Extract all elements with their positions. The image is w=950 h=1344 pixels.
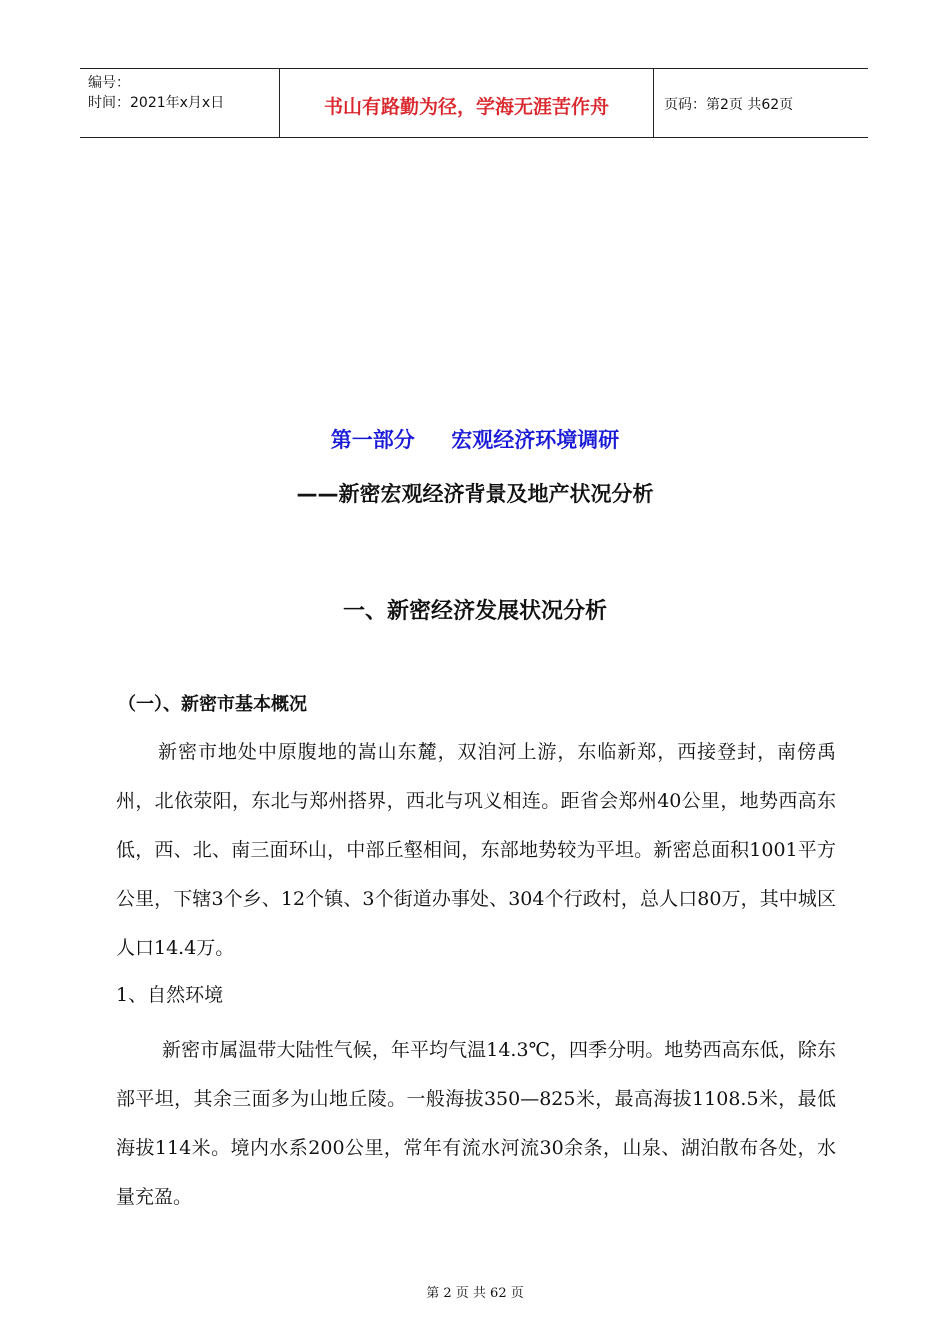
item-heading-natural-environment: 1、自然环境: [116, 984, 224, 1006]
part-title: 第一部分 宏观经济环境调研: [330, 428, 620, 452]
header-page-number: 页码：第2页 共62页: [664, 97, 794, 113]
doc-time-label: 时间：2021年x月x日: [88, 95, 225, 111]
page-header: [80, 68, 868, 138]
paragraph-natural-environment: 新密市属温带大陆性气候，年平均气温14.3℃，四季分明。地势西高东低，除东部平坦，其余三面多为山地丘陵。一般海拔350—825米，最高海拔1108.5米，最低海拔114米。境内水系200公里，常年有流水河流30余条，山泉、湖泊散布各处，水量充盈。: [116, 1039, 836, 1208]
part-subtitle: ——新密宏观经济背景及地产状况分析: [296, 482, 654, 506]
paragraph-overview: 新密市地处中原腹地的嵩山东麓，双洎河上游，东临新郑，西接登封，南傍禹州，北依荥阳，东北与郑州搭界，西北与巩义相连。距省会郑州40公里，地势西高东低，西、北、南三面环山，中部丘壑相间，东部地势较为平坦。新密总面积1001平方公里，下辖3个乡、12个镇、3个街道办事处、304个行政村，总人口80万，其中城区人口14.4万。: [116, 741, 836, 959]
section-heading: 一、新密经济发展状况分析: [342, 599, 607, 624]
subsection-heading: （一）、新密市基本概况: [118, 694, 307, 715]
doc-number-label: 编号：: [88, 75, 130, 91]
header-motto: 书山有路勤为径，学海无涯苦作舟: [280, 69, 654, 137]
page-footer: 第 2 页 共 62 页: [426, 1286, 524, 1301]
header-meta: [80, 69, 280, 137]
